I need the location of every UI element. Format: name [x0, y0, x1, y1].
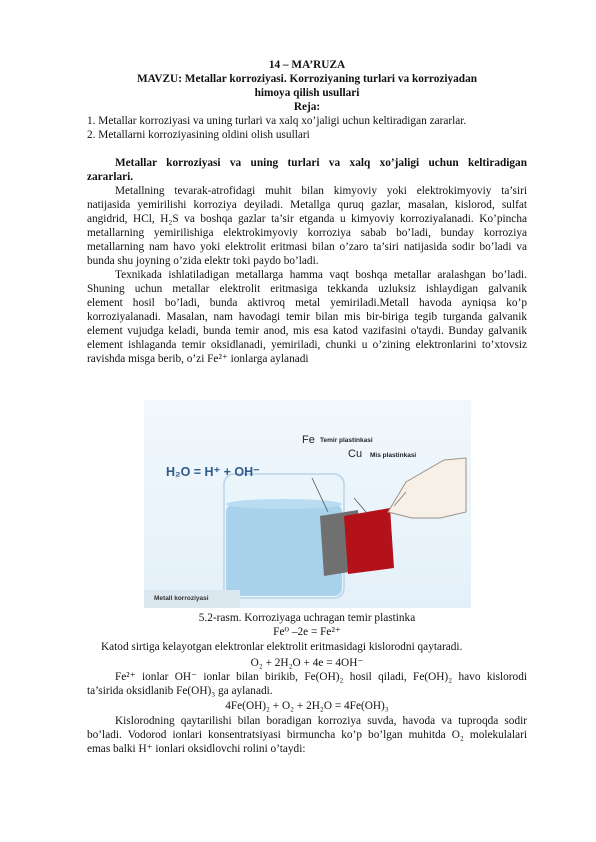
lecture-number: 14 – MA’RUZA [268, 59, 346, 71]
cathode-sentence: Katod sirtiga kelayotgan elektronlar elektrolit eritmasidagi kislorodni qaytaradi. [101, 641, 463, 653]
paragraph-line: metallarning nam havo yoki elektrolit eritmasi bilan o’zaro ta’siri natijasida sodir bo’ladi va [87, 241, 527, 253]
topic-title-line2: himoya qilish usullari [254, 87, 360, 99]
paragraph-line: angidrid, HCl, H₂S va boshqa gazlar ta’sir etganda u kimyoviy korroziyalanadi. Ko’pincha [87, 213, 527, 225]
plan-title: Reja: [293, 101, 321, 113]
plan-item-1: 1. Metallar korroziyasi va uning turlari va xalq xo’jaligi uchun keltiradigan zararlar. [87, 115, 467, 127]
paragraph-line: ravishda misga berib, o’zi Fe²⁺ ionlarga aylanadi [87, 353, 309, 365]
paragraph-line: Fe²⁺ ionlar OH⁻ ionlar bilan birikib, Fe(OH)₂ hosil qiladi, Fe(OH)₂ havo kislorodi [115, 671, 527, 683]
cu-symbol: Cu [348, 448, 363, 460]
corrosion-figure [144, 400, 471, 608]
paragraph-line: Texnikada ishlatiladigan metallarga hamma vaqt boshqa metallar aralashgan bo’ladi. [115, 269, 527, 281]
paragraph-line: ta’sirida oksidlanib Fe(OH)₃ ga aylanadi. [87, 685, 273, 697]
paragraph-line: element ishlaganda temir oksidlanadi, yemiriladi, chunki u o’zining elektronlarini to’xtovsiz [87, 339, 527, 351]
paragraph-line: natijasida yemirilishi korroziya deyiladi. Metallga quruq gazlar, masalan, kislorod, sulfat [87, 199, 527, 211]
paragraph-line: Kislorodning qaytarilishi bilan boradigan korroziya suvda, havoda va tuproqda sodir [115, 715, 527, 727]
paragraph-line: emas balki H⁺ ionlari oksidlovchi rolini o’taydi: [87, 743, 306, 755]
paragraph-line: element hosil bo’ladi, bunda aktivroq metal yemiriladi.Metall havoda ayniqsa ko’p [87, 297, 527, 309]
fe-symbol: Fe [302, 434, 315, 446]
paragraph-line: korroziyalanadi. Masalan, nam havodagi temir bilan mis bir-biriga tegib turganda galvanik [87, 311, 527, 323]
water-equation: H₂O = H⁺ + OH⁻ [166, 465, 260, 479]
equation-iron-oxidation: Fe⁰ –2e = Fe²⁺ [273, 626, 341, 638]
equation-oxygen-reduction: O₂ + 2H₂O + 4e = 4OH⁻ [250, 657, 364, 669]
paragraph-line: Metallning tevarak-atrofidagi muhit bilan kimyoviy yoki elektrokimyoviy ta’siri [115, 185, 527, 197]
cu-label: Mis plastinkasi [370, 452, 417, 459]
plan-item-2: 2. Metallarni korroziyasining oldini olish usullari [87, 129, 310, 141]
paragraph-line: bunda shu joyning o’zida elektr toki paydo bo’ladi. [87, 255, 319, 267]
section-title-line2: zararlari. [87, 171, 134, 183]
figure-footer-label: Metall korroziyasi [154, 595, 209, 602]
corrosion-illustration [144, 400, 471, 608]
paragraph-line: metallarning yemirilishiga elektrokimyoviy korroziya sabab bo’ladi, bunday korroziya [87, 227, 527, 239]
paragraph-line: Shuning uchun metallar elektrolit eritmasiga tekkanda uzluksiz ishlaydigan galvanik [87, 283, 527, 295]
topic-title-line1: MAVZU: Metallar korroziyasi. Korroziyaning turlari va korroziyadan [136, 73, 478, 85]
copper-plate [344, 508, 394, 574]
hand [388, 458, 466, 518]
section-title-line1: Metallar korroziyasi va uning turlari va xalq xo’jaligi uchun keltiradigan [115, 157, 527, 169]
figure-caption: 5.2-rasm. Korroziyaga uchragan temir plastinka [198, 612, 416, 624]
equation-hydroxide-oxidation: 4Fe(OH)₂ + O₂ + 2H₂O = 4Fe(OH)₃ [225, 700, 389, 712]
paragraph-line: bo’ladi. Vodorod ionlari konsentratsiyasi birmuncha ko’p bo’lgan muhitda O₂ molekulalari [87, 729, 527, 741]
paragraph-line: element vujudga keladi, bunda temir anod, mis esa katod vazifasini o'taydi. Bunday galvanik [87, 325, 527, 337]
fe-label: Temir plastinkasi [320, 437, 373, 444]
